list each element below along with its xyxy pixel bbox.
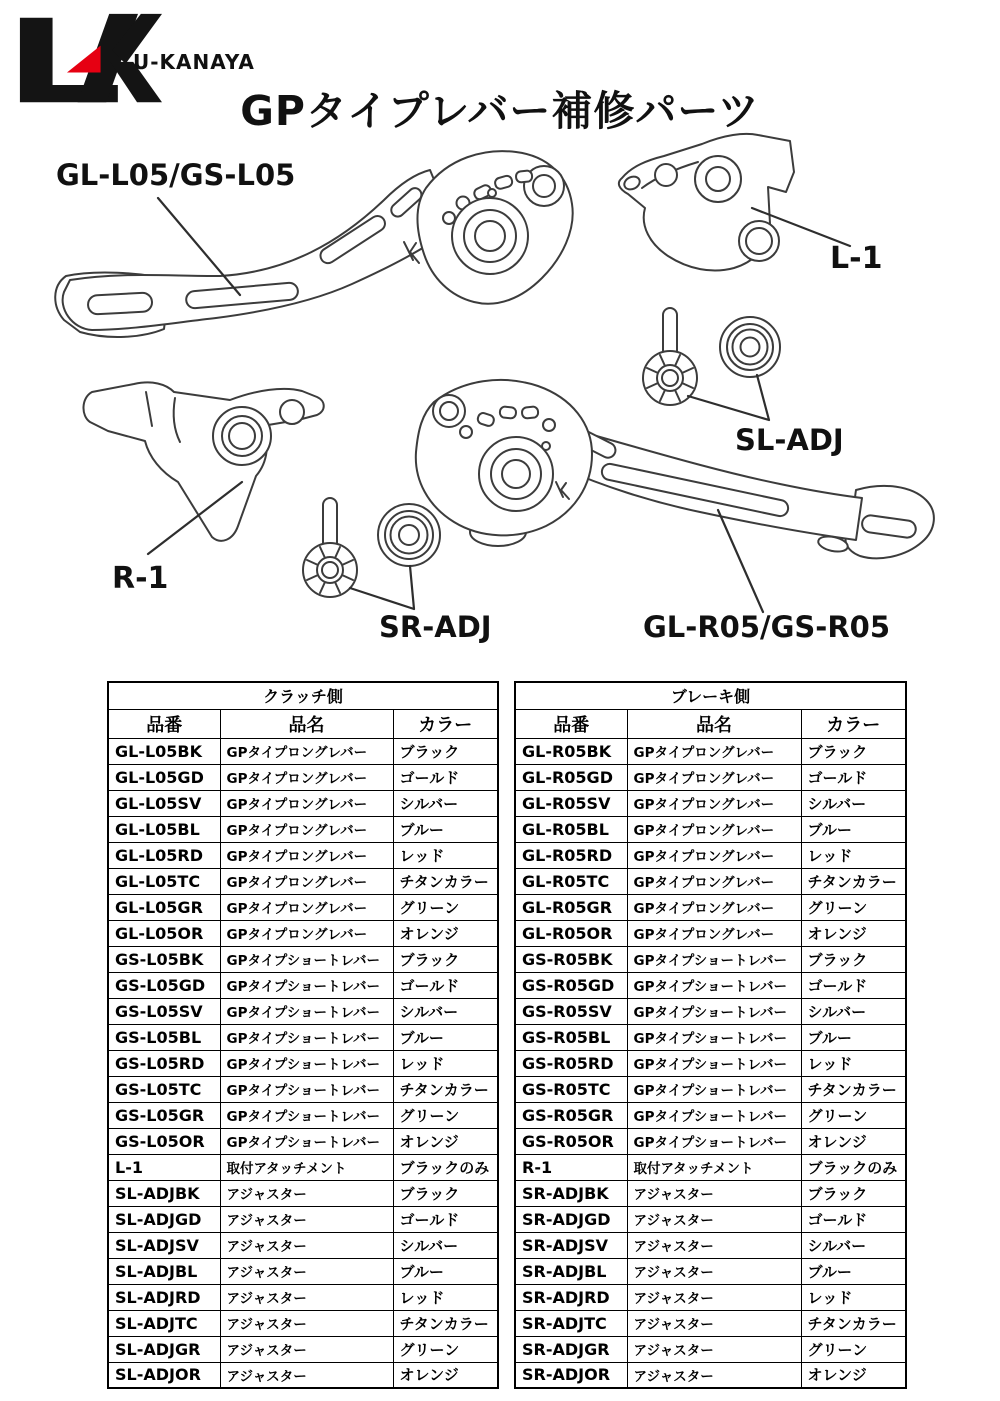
part-number-cell: SR-ADJBK — [515, 1180, 627, 1206]
color-cell: チタンカラー — [393, 1076, 498, 1102]
part-number-cell: L-1 — [108, 1154, 220, 1180]
part-name-cell: GPタイプロングレバー — [220, 738, 393, 764]
col-header-color: カラー — [393, 709, 498, 738]
table-row — [108, 1180, 498, 1206]
part-number-cell: GL-R05RD — [515, 842, 627, 868]
part-number-cell: GS-L05BK — [108, 946, 220, 972]
table-row — [515, 764, 906, 790]
part-name-cell: GPタイプショートレバー — [220, 972, 393, 998]
table-row — [515, 816, 906, 842]
table-row — [515, 1024, 906, 1050]
color-cell: チタンカラー — [393, 868, 498, 894]
part-number-cell: GS-R05GR — [515, 1102, 627, 1128]
color-cell: シルバー — [801, 998, 906, 1024]
color-cell: ゴールド — [801, 972, 906, 998]
color-cell: ブルー — [801, 816, 906, 842]
part-number-cell: GL-L05GD — [108, 764, 220, 790]
table-row — [515, 1336, 906, 1362]
color-cell: シルバー — [393, 1232, 498, 1258]
brake-lever-drawing — [416, 380, 934, 558]
table-row — [515, 1310, 906, 1336]
color-cell: ゴールド — [801, 764, 906, 790]
table-row — [108, 972, 498, 998]
part-number-cell: SR-ADJSV — [515, 1232, 627, 1258]
color-cell: シルバー — [801, 1232, 906, 1258]
part-number-cell: SL-ADJSV — [108, 1232, 220, 1258]
table-row — [515, 842, 906, 868]
sl-adjuster-drawing — [643, 308, 780, 405]
part-number-cell: SR-ADJTC — [515, 1310, 627, 1336]
sr-adjuster-drawing — [303, 498, 440, 597]
part-number-cell: GS-L05GD — [108, 972, 220, 998]
table-row — [515, 1050, 906, 1076]
table-row — [108, 868, 498, 894]
table-row — [515, 998, 906, 1024]
color-cell: ブルー — [393, 1024, 498, 1050]
table-row — [515, 1180, 906, 1206]
part-number-cell: GL-L05BL — [108, 816, 220, 842]
table-row — [108, 998, 498, 1024]
color-cell: オレンジ — [393, 1128, 498, 1154]
color-cell: チタンカラー — [801, 1310, 906, 1336]
table-row — [108, 1232, 498, 1258]
color-cell: オレンジ — [801, 1128, 906, 1154]
part-number-cell: GS-L05BL — [108, 1024, 220, 1050]
part-name-cell: GPタイプロングレバー — [627, 842, 801, 868]
part-number-cell: SL-ADJGR — [108, 1336, 220, 1362]
table-row — [108, 1050, 498, 1076]
col-header-part-number: 品番 — [515, 709, 627, 738]
part-number-cell: SL-ADJGD — [108, 1206, 220, 1232]
table-row — [515, 1284, 906, 1310]
table-row — [108, 920, 498, 946]
table-row — [515, 790, 906, 816]
sr-adjuster-label: SR-ADJ — [379, 610, 492, 644]
color-cell: ゴールド — [801, 1206, 906, 1232]
table-row — [515, 1232, 906, 1258]
col-header-part-name: 品名 — [220, 709, 393, 738]
table-row — [108, 842, 498, 868]
part-name-cell: GPタイプショートレバー — [627, 1128, 801, 1154]
table-row — [515, 894, 906, 920]
part-name-cell: GPタイプロングレバー — [220, 868, 393, 894]
part-name-cell: アジャスター — [220, 1180, 393, 1206]
part-number-cell: GL-L05RD — [108, 842, 220, 868]
table-row — [108, 764, 498, 790]
color-cell: ブラックのみ — [801, 1154, 906, 1180]
table-row — [108, 1310, 498, 1336]
table-row — [108, 1024, 498, 1050]
table-row — [108, 1102, 498, 1128]
color-cell: ブルー — [801, 1258, 906, 1284]
color-cell: オレンジ — [393, 920, 498, 946]
color-cell: チタンカラー — [801, 868, 906, 894]
part-number-cell: R-1 — [515, 1154, 627, 1180]
part-name-cell: GPタイプロングレバー — [627, 816, 801, 842]
table-row — [108, 790, 498, 816]
part-number-cell: GL-L05GR — [108, 894, 220, 920]
color-cell: レッド — [393, 1284, 498, 1310]
color-cell: ブルー — [801, 1024, 906, 1050]
part-number-cell: SL-ADJBL — [108, 1258, 220, 1284]
part-name-cell: GPタイプショートレバー — [220, 1076, 393, 1102]
color-cell: シルバー — [801, 790, 906, 816]
color-cell: レッド — [393, 842, 498, 868]
table-title: ブレーキ側 — [515, 682, 906, 709]
color-cell: ブラック — [801, 946, 906, 972]
table-row — [108, 894, 498, 920]
part-name-cell: アジャスター — [627, 1258, 801, 1284]
part-number-cell: GS-R05BK — [515, 946, 627, 972]
color-cell: ブラック — [801, 738, 906, 764]
part-name-cell: GPタイプロングレバー — [627, 764, 801, 790]
brake-lever-label: GL-R05/GS-R05 — [643, 610, 891, 644]
part-number-cell: GS-R05BL — [515, 1024, 627, 1050]
part-number-cell: GL-L05TC — [108, 868, 220, 894]
part-number-cell: GS-L05RD — [108, 1050, 220, 1076]
part-number-cell: GS-L05OR — [108, 1128, 220, 1154]
part-number-cell: GS-R05RD — [515, 1050, 627, 1076]
part-name-cell: アジャスター — [627, 1284, 801, 1310]
table-row — [515, 1128, 906, 1154]
part-name-cell: アジャスター — [627, 1336, 801, 1362]
col-header-part-number: 品番 — [108, 709, 220, 738]
part-number-cell: GL-R05GR — [515, 894, 627, 920]
color-cell: オレンジ — [801, 920, 906, 946]
table-row — [108, 1258, 498, 1284]
part-number-cell: GS-R05TC — [515, 1076, 627, 1102]
part-name-cell: GPタイプロングレバー — [627, 894, 801, 920]
part-name-cell: GPタイプロングレバー — [220, 920, 393, 946]
table-row — [108, 1362, 498, 1388]
color-cell: グリーン — [801, 1336, 906, 1362]
part-number-cell: SL-ADJTC — [108, 1310, 220, 1336]
part-number-cell: GL-R05TC — [515, 868, 627, 894]
color-cell: ブラックのみ — [393, 1154, 498, 1180]
part-name-cell: GPタイプロングレバー — [220, 816, 393, 842]
color-cell: グリーン — [801, 1102, 906, 1128]
part-number-cell: GS-L05SV — [108, 998, 220, 1024]
part-number-cell: GL-R05GD — [515, 764, 627, 790]
table-row — [108, 946, 498, 972]
clutch-lever-label: GL-L05/GS-L05 — [56, 158, 296, 192]
part-name-cell: GPタイプロングレバー — [627, 868, 801, 894]
part-number-cell: GL-L05BK — [108, 738, 220, 764]
part-number-cell: SL-ADJOR — [108, 1362, 220, 1388]
table-row — [515, 1258, 906, 1284]
part-number-cell: GL-L05SV — [108, 790, 220, 816]
part-number-cell: GS-R05SV — [515, 998, 627, 1024]
part-name-cell: GPタイプロングレバー — [220, 790, 393, 816]
color-cell: グリーン — [393, 1102, 498, 1128]
color-cell: レッド — [801, 842, 906, 868]
part-number-cell: GS-L05GR — [108, 1102, 220, 1128]
color-cell: ゴールド — [393, 972, 498, 998]
part-number-cell: SR-ADJRD — [515, 1284, 627, 1310]
part-name-cell: アジャスター — [627, 1180, 801, 1206]
color-cell: ブラック — [393, 946, 498, 972]
color-cell: ゴールド — [393, 1206, 498, 1232]
brand-name: U-KANAYA — [133, 50, 255, 74]
table-row — [515, 920, 906, 946]
l1-bracket-drawing — [619, 134, 794, 271]
col-header-part-name: 品名 — [627, 709, 801, 738]
part-name-cell: GPタイプロングレバー — [220, 894, 393, 920]
sl-adjuster-label: SL-ADJ — [735, 423, 844, 457]
table-row — [515, 1362, 906, 1388]
table-row — [108, 1076, 498, 1102]
page-title: GPタイプレバー補修パーツ — [240, 87, 760, 135]
part-name-cell: GPタイプショートレバー — [627, 972, 801, 998]
color-cell: レッド — [801, 1284, 906, 1310]
part-name-cell: GPタイプショートレバー — [627, 1076, 801, 1102]
part-number-cell: SR-ADJBL — [515, 1258, 627, 1284]
table-row — [108, 1336, 498, 1362]
part-number-cell: GL-R05BL — [515, 816, 627, 842]
table-row — [515, 738, 906, 764]
part-name-cell: GPタイプロングレバー — [627, 738, 801, 764]
table-title: クラッチ側 — [108, 682, 498, 709]
table-row — [108, 1206, 498, 1232]
part-name-cell: GPタイプショートレバー — [627, 1102, 801, 1128]
part-name-cell: GPタイプショートレバー — [220, 1128, 393, 1154]
brake-side-table — [514, 681, 907, 1389]
table-row — [108, 1128, 498, 1154]
part-name-cell: GPタイプショートレバー — [220, 1050, 393, 1076]
color-cell: ブラック — [393, 738, 498, 764]
part-name-cell: アジャスター — [627, 1310, 801, 1336]
part-name-cell: GPタイプショートレバー — [627, 1050, 801, 1076]
r1-bracket-drawing — [83, 382, 323, 540]
part-number-cell: SL-ADJBK — [108, 1180, 220, 1206]
table-row — [108, 1284, 498, 1310]
part-name-cell: GPタイプロングレバー — [220, 764, 393, 790]
part-name-cell: アジャスター — [627, 1362, 801, 1388]
table-row — [515, 946, 906, 972]
part-name-cell: アジャスター — [220, 1232, 393, 1258]
part-name-cell: GPタイプショートレバー — [627, 998, 801, 1024]
table-row — [108, 816, 498, 842]
part-number-cell: GL-R05SV — [515, 790, 627, 816]
color-cell: オレンジ — [393, 1362, 498, 1388]
part-name-cell: アジャスター — [627, 1232, 801, 1258]
part-number-cell: GL-L05OR — [108, 920, 220, 946]
part-number-cell: GL-R05BK — [515, 738, 627, 764]
color-cell: オレンジ — [801, 1362, 906, 1388]
color-cell: グリーン — [801, 894, 906, 920]
table-row — [515, 1076, 906, 1102]
color-cell: グリーン — [393, 1336, 498, 1362]
part-name-cell: アジャスター — [220, 1336, 393, 1362]
part-name-cell: アジャスター — [627, 1206, 801, 1232]
color-cell: チタンカラー — [393, 1310, 498, 1336]
table-row — [515, 972, 906, 998]
part-name-cell: GPタイプロングレバー — [627, 920, 801, 946]
table-row — [108, 738, 498, 764]
color-cell: ブラック — [393, 1180, 498, 1206]
part-name-cell: アジャスター — [220, 1310, 393, 1336]
part-number-cell: GS-L05TC — [108, 1076, 220, 1102]
color-cell: レッド — [801, 1050, 906, 1076]
part-name-cell: 取付アタッチメント — [220, 1154, 393, 1180]
clutch-side-table — [107, 681, 499, 1389]
l1-bracket-label: L-1 — [830, 241, 883, 276]
part-number-cell: SL-ADJRD — [108, 1284, 220, 1310]
color-cell: グリーン — [393, 894, 498, 920]
part-name-cell: アジャスター — [220, 1284, 393, 1310]
parts-diagram — [0, 130, 1000, 675]
col-header-color: カラー — [801, 709, 906, 738]
part-name-cell: GPタイプショートレバー — [627, 946, 801, 972]
part-name-cell: GPタイプショートレバー — [220, 946, 393, 972]
color-cell: シルバー — [393, 790, 498, 816]
color-cell: ブルー — [393, 1258, 498, 1284]
part-name-cell: GPタイプロングレバー — [627, 790, 801, 816]
part-number-cell: GL-R05OR — [515, 920, 627, 946]
part-number-cell: SR-ADJGR — [515, 1336, 627, 1362]
color-cell: ブラック — [801, 1180, 906, 1206]
r1-bracket-label: R-1 — [112, 561, 169, 596]
part-number-cell: SR-ADJOR — [515, 1362, 627, 1388]
part-number-cell: GS-R05GD — [515, 972, 627, 998]
table-row — [515, 868, 906, 894]
part-name-cell: アジャスター — [220, 1206, 393, 1232]
color-cell: チタンカラー — [801, 1076, 906, 1102]
table-row — [515, 1154, 906, 1180]
part-name-cell: 取付アタッチメント — [627, 1154, 801, 1180]
part-name-cell: GPタイプショートレバー — [627, 1024, 801, 1050]
part-name-cell: GPタイプショートレバー — [220, 1024, 393, 1050]
part-name-cell: アジャスター — [220, 1258, 393, 1284]
color-cell: レッド — [393, 1050, 498, 1076]
table-row — [515, 1206, 906, 1232]
table-row — [108, 1154, 498, 1180]
part-name-cell: GPタイプショートレバー — [220, 1102, 393, 1128]
color-cell: ブルー — [393, 816, 498, 842]
part-name-cell: アジャスター — [220, 1362, 393, 1388]
table-row — [515, 1102, 906, 1128]
part-number-cell: SR-ADJGD — [515, 1206, 627, 1232]
part-name-cell: GPタイプショートレバー — [220, 998, 393, 1024]
part-name-cell: GPタイプロングレバー — [220, 842, 393, 868]
part-number-cell: GS-R05OR — [515, 1128, 627, 1154]
color-cell: シルバー — [393, 998, 498, 1024]
color-cell: ゴールド — [393, 764, 498, 790]
